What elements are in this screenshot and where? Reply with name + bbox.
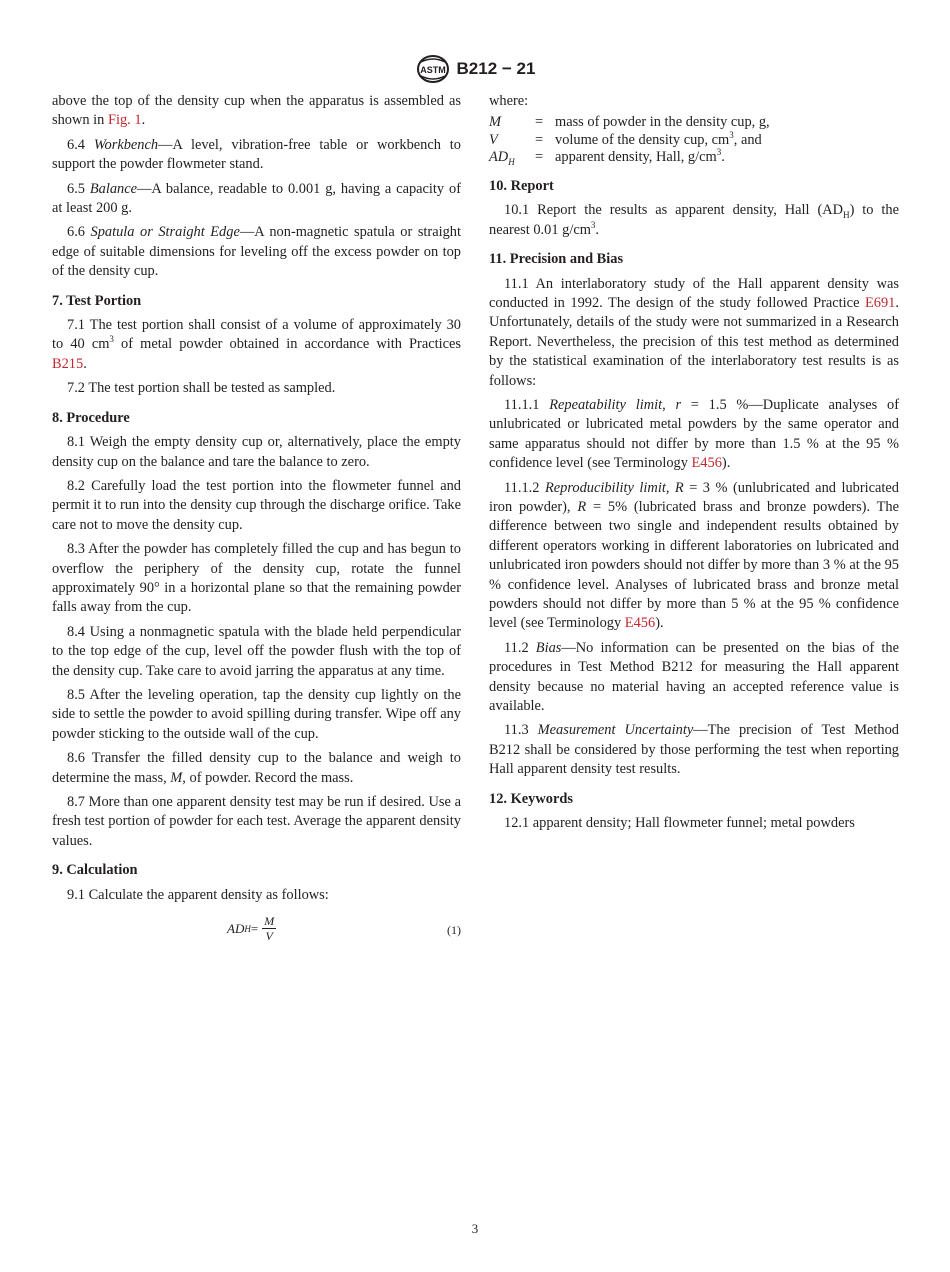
section-11-3: 11.3 Measurement Uncertainty—The precision of Test Method B212 shall be considered by those performing the test when reporting Hall apparent density test results.: [489, 722, 899, 778]
definition-row: M = mass of powder in the density cup, g,: [489, 114, 770, 131]
left-column: [52, 92, 461, 954]
figure-reference-link[interactable]: Fig. 1: [107, 112, 142, 129]
section-11-1-2: 11.1.2 Reproducibility limit, R = 3 % (unlubricated and lubricated iron powder), R = 5% (lubricated brass and bronze powders). The difference between two single and independent results obtained by different operators working in different laboratories on lubricated and unlubricated iron powders should not differ by more than 3 % at the 95 % confidence level. Analyses of lubricated brass and bronze metal powders should not differ by more than 5 % at the 95 % confidence level (see Terminology E456).: [489, 479, 899, 632]
heading-procedure: 8. Procedure: [52, 409, 130, 426]
section-12-1: 12.1 apparent density; Hall flowmeter funnel; metal powders: [504, 815, 855, 832]
section-8-1: 8.1 Weigh the empty density cup or, alternatively, place the empty density cup on the balance and tare the balance to zero.: [52, 434, 461, 470]
section-6-5: 6.5 Balance—A balance, readable to 0.001 g, having a capacity of at least 200 g.: [52, 180, 461, 217]
section-11-2: 11.2 Bias—No information can be presented on the bias of the procedures in Test Method B212 for measuring the Hall apparent density because no material having an accepted reference value is available.: [489, 639, 899, 715]
definition-row: V = volume of the density cup, $cm^3$, and: [489, 130, 762, 148]
section-8-5: 8.5 After the leveling operation, tap the density cup lightly on the side to settle the powder to avoid spilling during transfer. Wipe off any powder sticking to the outside wall of the cup.: [52, 686, 461, 742]
heading-test-portion: 7. Test Portion: [52, 292, 142, 309]
svg-text:ASTM: ASTM: [419, 65, 446, 75]
paragraph-continuation: above the top of the density cup when the apparatus is assembled as shown in Fig. 1.: [52, 93, 461, 129]
section-9-1: 9.1 Calculate the apparent density as follows:: [67, 886, 329, 903]
equation-1: AD H = $\frac{M}{V}$ (1): [227, 914, 461, 944]
e456-reference-link[interactable]: E456: [624, 615, 656, 632]
equation-number: (1): [447, 923, 461, 938]
e691-reference-link[interactable]: E691: [865, 294, 896, 311]
right-column: [489, 92, 899, 839]
heading-calculation: 9. Calculation: [52, 862, 138, 879]
astm-logo-icon: [415, 54, 451, 84]
section-11-1: 11.1 An interlaboratory study of the Hall apparent density was conducted in 1992. The design of the study followed Practice E691. Unfortunately, details of the study were not summarized in a Research Report. Nevertheless, the precision of this test method as determined by the statistical examination of the interlaboratory test results is as follows:: [489, 275, 899, 389]
page-header: [0, 54, 950, 89]
definition-row: $AD_H$ = apparent density, Hall, $g/cm^3$.: [489, 147, 725, 168]
section-8-2: 8.2 Carefully load the test portion into the flowmeter funnel and permit it to run into the density cup through the discharge orifice. Take care not to move the density cup.: [52, 477, 461, 533]
section-7-2: 7.2 The test portion shall be tested as sampled.: [67, 380, 336, 397]
e456-reference-link[interactable]: E456: [691, 455, 722, 472]
section-10-1: 10.1 Report the results as apparent density, Hall $(AD_H)$ to the nearest 0.01 $g/cm^3$.: [489, 202, 899, 238]
section-8-7: 8.7 More than one apparent density test may be run if desired. Use a fresh test portion of powder for each test. Average the apparent density values.: [52, 794, 461, 849]
section-6-6: 6.6 Spatula or Straight Edge—A non-magnetic spatula or straight edge of suitable dimensions for leveling off the excess powder on top of the density cup.: [52, 224, 461, 280]
section-11-1-1: 11.1.1 Repeatability limit, r = 1.5 %—Duplicate analyses of unlubricated or lubricated metal powders by the same operator and same apparatus should not differ by more than 1.5 % at the 95 % confidence level (see Terminology E456).: [489, 396, 899, 472]
heading-keywords: 12. Keywords: [489, 790, 573, 807]
section-6-4: 6.4 Workbench—A level, vibration-free table or workbench to support the powder flowmeter stand.: [52, 136, 462, 173]
section-7-1: 7.1 The test portion shall consist of a volume of approximately 30 to 40 $cm^3$ of metal powder obtained in accordance with Practices B215.: [52, 317, 461, 372]
section-8-3: 8.3 After the powder has completely filled the cup and has begun to overflow the periphery of the density cup, rotate the funnel approximately 90° in a horizontal plane so that the remaining powder falls away from the cup.: [52, 541, 461, 616]
where-label: where:: [489, 93, 529, 109]
fraction: $\frac{M}{V}$: [264, 914, 275, 944]
page-number: 3: [471, 1221, 479, 1236]
b215-reference-link[interactable]: B215: [52, 355, 84, 372]
variable-definitions: [489, 114, 899, 167]
section-8-6: 8.6 Transfer the filled density cup to the balance and weigh to determine the mass, M, of powder. Record the mass.: [52, 750, 461, 786]
section-8-4: 8.4 Using a nonmagnetic spatula with the blade held perpendicular to the top edge of the cup, level off the powder flush with the top of the density cup. Take care to avoid jarring the apparatus at any time.: [52, 623, 461, 679]
document-id: B212 − 21: [456, 59, 536, 78]
heading-precision-and-bias: 11. Precision and Bias: [489, 251, 624, 268]
heading-report: 10. Report: [489, 177, 554, 194]
